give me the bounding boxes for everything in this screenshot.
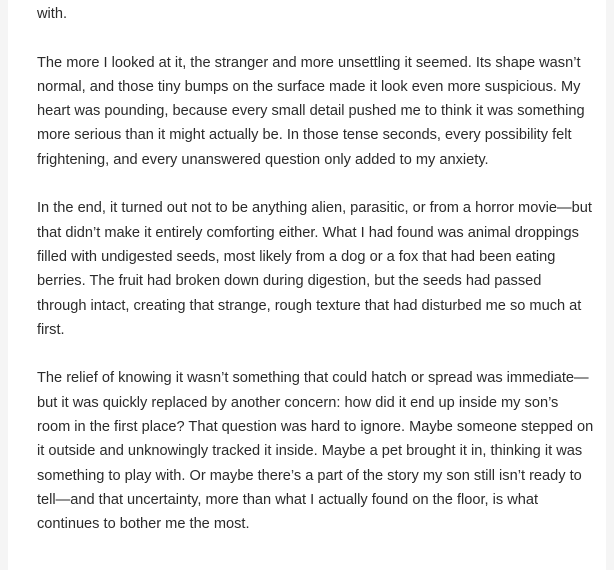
paragraph-fragment: with. bbox=[37, 6, 68, 22]
paragraph-animal-droppings: In the end, it turned out not to be anything alien, parasitic, or from a horror movie—but that didn’t make it entirely comforting either. What I had found was animal droppings filled with undigested seeds, most likely from a dog or a fox that had been eating berries. The fruit had broken down during digestion, but the seeds had passed through intact, creating that strange, rough texture that had disturbed me so much at first. bbox=[37, 200, 592, 338]
paragraph-unsettling-shape: The more I looked at it, the stranger and more unsettling it seemed. Its shape wasn’t normal, and those tiny bumps on the surface made it look even more suspicious. My heart was pounding, because every small detail pushed me to think it was something more serious than it might actually be. In those tense seconds, every possibility felt frightening, and every unanswered question only added to my anxiety. bbox=[37, 54, 585, 168]
paragraph-spacer bbox=[37, 342, 594, 366]
paragraph-spacer bbox=[37, 172, 594, 196]
paragraph-relief-and-concern: The relief of knowing it wasn’t something that could hatch or spread was immediate—but it was quickly replaced by another concern: how did it end up inside my son’s room in the first place? That question was hard to ignore. Maybe someone stepped on it outside and unknowingly tracked it inside. Maybe a pet brought it in, thinking it was something to play with. Or maybe there’s a part of the story my son still isn’t ready to tell—and that uncertainty, more than what I actually found on the floor, is what continues to bother me the most. bbox=[37, 370, 594, 533]
article-body bbox=[8, 0, 606, 570]
paragraph-spacer bbox=[37, 26, 594, 50]
